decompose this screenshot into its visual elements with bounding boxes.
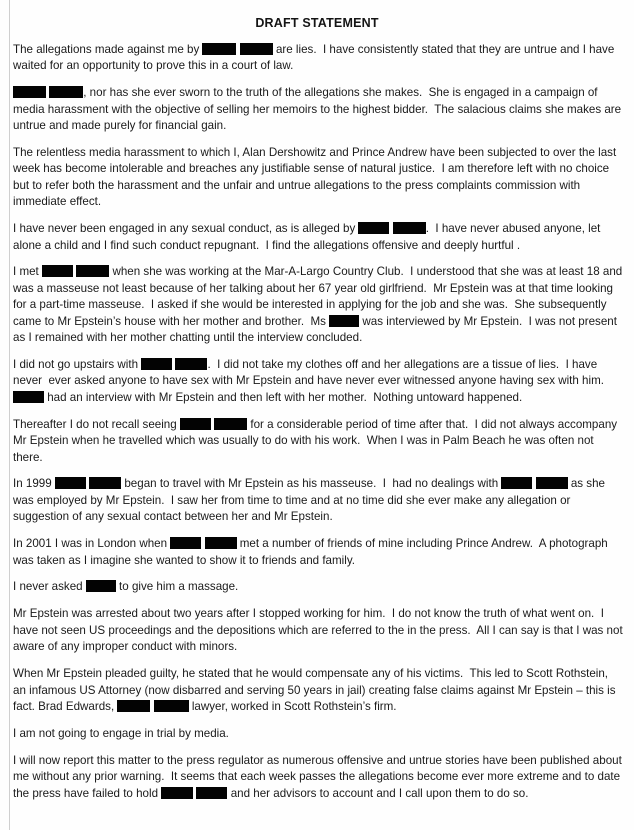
text-run: began to travel with Mr Epstein as his masseuse. I had no dealings with xyxy=(121,477,502,491)
paragraph xyxy=(13,606,624,655)
redaction-bar xyxy=(117,700,150,712)
text-run: I have never been engaged in any sexual conduct, as is alleged by xyxy=(13,222,359,236)
text-run: The relentless media harassment to which I, Alan Dershowitz and Prince Andrew have been subjected to over the last week has become intolerable and breaches any justifiable sense of natural justice. I am therefore left with no choice but to refer both the harassment and the unfair and untrue allegations to the press complaints commission with immediate effect. xyxy=(13,146,620,209)
redaction-bar xyxy=(202,43,236,55)
text-run: I met xyxy=(13,265,42,279)
paragraph xyxy=(13,726,624,742)
text-run: met a number of friends of mine including Prince Andrew. A photograph was taken as I imagine she wanted to show it to friends and family. xyxy=(13,537,611,567)
paragraph xyxy=(13,145,624,211)
redaction-bar xyxy=(196,787,227,799)
redaction-bar xyxy=(13,86,46,98)
redaction-bar xyxy=(175,358,207,370)
document-title: DRAFT STATEMENT xyxy=(255,16,379,30)
redaction-bar xyxy=(86,580,116,592)
text-run: lawyer, worked in Scott Rothstein’s firm. xyxy=(188,699,397,713)
paragraph xyxy=(13,42,624,75)
redaction-bar xyxy=(205,537,237,549)
redaction-bar xyxy=(49,86,83,98)
redaction-bar xyxy=(161,787,193,799)
text-run: I did not go upstairs with xyxy=(13,358,142,371)
redaction-bar xyxy=(89,477,121,489)
paragraph xyxy=(13,221,624,254)
scan-edge-artifact xyxy=(9,0,10,830)
text-run: Thereafter I do not recall seeing xyxy=(13,417,180,431)
paragraph xyxy=(13,579,624,595)
paragraph xyxy=(13,357,624,406)
paragraph xyxy=(13,476,624,525)
text-run: When Mr Epstein pleaded guilty, he stated that he would compensate any of his victims. This led to Scott Rothstein, an infamous US Attorney (now disbarred and serving 50 years in jail) creating false claims against Mr Epstein – this is fact. Brad Edwards, xyxy=(13,667,619,713)
text-run: The allegations made against me by xyxy=(13,43,203,56)
paragraph xyxy=(13,753,624,802)
text-run: I will now report this matter to the press regulator as numerous offensive and untrue stories have been published about me without any prior warning. It seems that each week passes the allegations become ever more extreme and to date the press have failed to hold xyxy=(13,753,626,800)
redaction-bar xyxy=(536,477,568,489)
text-run: had an interview with Mr Epstein and then left with her mother. Nothing untoward happened. xyxy=(44,390,523,404)
text-run: as she was employed by Mr Epstein. I saw her from time to time and at no time did she ever make any allegation or suggestion of any sexual contact between her and Mr Epstein. xyxy=(13,477,609,524)
redaction-bar xyxy=(154,700,189,712)
text-run: . I have never abused anyone, let alone a child and I find such conduct repugnant. I find the allegations offensive and deeply hurtful . xyxy=(13,222,604,252)
redaction-bar xyxy=(240,43,273,55)
redaction-bar xyxy=(13,391,44,403)
text-run: and her advisors to account and I call upon them to do so. xyxy=(227,786,529,800)
redaction-bar xyxy=(76,265,109,277)
paragraph xyxy=(13,264,624,346)
paragraph xyxy=(13,417,624,466)
redaction-bar xyxy=(329,315,359,327)
text-run: Mr Epstein was arrested about two years after I stopped working for him. I do not know the truth of what went on. I have not seen US proceedings and the depositions which are referred to the in the press. All I can say is that I was not aware of any improper conduct with minors. xyxy=(13,607,626,654)
text-run: , nor has she ever sworn to the truth of the allegations she makes. She is engaged in a campaign of media harassment with the objective of selling her memoirs to the highest bidder. The salacious claims she makes are untrue and made purely for financial gain. xyxy=(13,86,625,133)
paragraph xyxy=(13,536,624,569)
redaction-bar xyxy=(214,418,247,430)
text-run: for a considerable period of time after that. I did not always accompany Mr Epstein when he travelled which was usually to do with his work. When I was in Palm Beach he was often not there. xyxy=(13,417,621,464)
paragraph xyxy=(13,85,624,134)
text-run: I never asked xyxy=(13,580,86,594)
redaction-bar xyxy=(358,222,389,234)
redaction-bar xyxy=(42,265,73,277)
text-run: In 2001 I was in London when xyxy=(13,537,171,551)
redaction-bar xyxy=(501,477,532,489)
text-run: are lies. I have consistently stated that they are untrue and I have waited for an opportunity to prove this in a court of law. xyxy=(13,43,618,73)
text-run: I am not going to engage in trial by media. xyxy=(13,726,229,740)
redaction-bar xyxy=(141,358,172,370)
text-run: was interviewed by Mr Epstein. I was not present as I remained with her mother chatting until the interview concluded. xyxy=(13,314,621,345)
redaction-bar xyxy=(55,477,86,489)
redaction-bar xyxy=(180,418,211,430)
text-run: In 1999 xyxy=(13,477,55,491)
statement-body xyxy=(13,42,624,802)
text-run: to give him a massage. xyxy=(115,580,239,594)
text-run: . I did not take my clothes off and her allegations are a tissue of lies. I have never ever asked anyone to have sex with Mr Epstein and have never ever witnessed anyone having sex with him. xyxy=(13,358,608,388)
redaction-bar xyxy=(170,537,201,549)
text-run: when she was working at the Mar-A-Largo Country Club. I understood that she was at least 18 and was a masseuse not least because of her talking about her 67 year old girlfriend. Mr Epstein was at that time looking for a part-time masseuse. I asked if she would be interested in applying for the job and she was. She subsequently came to Mr Epstein’s house with her mother and brother. Ms xyxy=(13,265,626,328)
paragraph xyxy=(13,666,624,715)
redaction-bar xyxy=(393,222,426,234)
